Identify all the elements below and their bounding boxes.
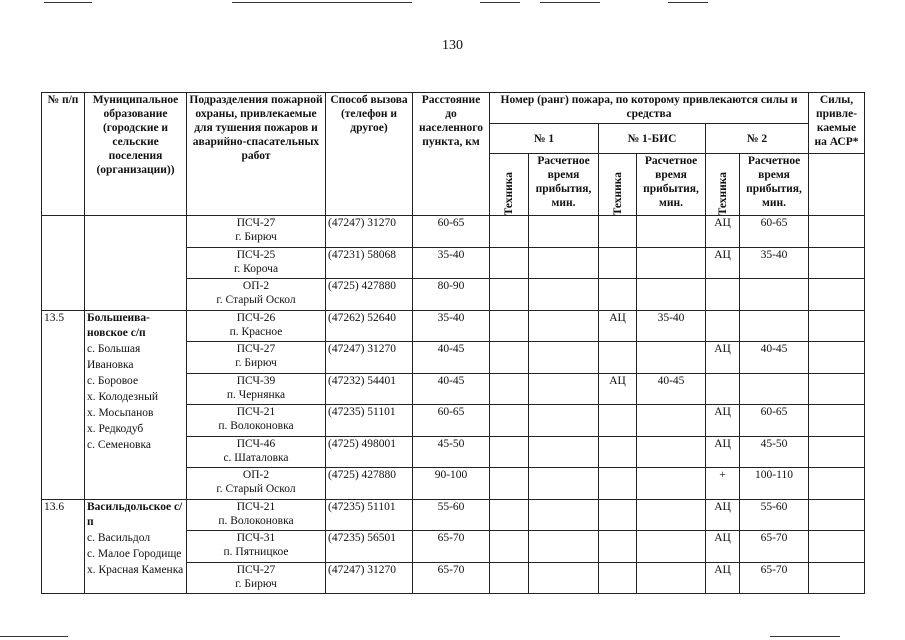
phone-number: (4725) 427880 bbox=[326, 468, 413, 500]
rank1bis-equipment bbox=[599, 279, 637, 311]
header-municipality: Муниципальное образование (городские и сельские поселения (организации)) bbox=[85, 93, 187, 216]
scan-edge-line bbox=[668, 2, 708, 3]
asr-forces bbox=[809, 279, 865, 311]
rank2-equipment bbox=[706, 373, 740, 405]
rank1bis-arrival-time bbox=[637, 468, 706, 500]
settlement-name: с. Боровое bbox=[87, 375, 139, 388]
header-rank-2: № 2 bbox=[706, 124, 809, 154]
fire-unit-location: п. Красное bbox=[229, 325, 283, 338]
header-fire-unit: Подразделения пожарной охраны, привлекаемые для тушения пожаров и аварийно-спасательных работ bbox=[187, 93, 326, 216]
phone-number: (47232) 54401 bbox=[326, 373, 413, 405]
asr-forces bbox=[809, 468, 865, 500]
rank1-equipment bbox=[490, 405, 529, 437]
fire-unit-code: ПСЧ-27 bbox=[236, 217, 276, 229]
rank2-arrival-time bbox=[740, 279, 809, 311]
rank2-arrival-time bbox=[740, 373, 809, 405]
fire-unit-location: п. Волоконовка bbox=[218, 514, 294, 527]
rank2-arrival-time: 45-50 bbox=[740, 436, 809, 468]
table-row bbox=[42, 216, 865, 248]
rank1-arrival-time bbox=[529, 436, 599, 468]
rank1bis-arrival-time bbox=[637, 279, 706, 311]
fire-unit-code: ПСЧ-27 bbox=[236, 343, 276, 355]
rank1bis-arrival-time bbox=[637, 342, 706, 374]
phone-number: (47262) 52640 bbox=[326, 310, 413, 342]
scan-edge-line bbox=[770, 636, 840, 637]
table-row bbox=[42, 499, 865, 531]
rank2-equipment: АЦ bbox=[706, 499, 740, 531]
rank2-arrival-time: 40-45 bbox=[740, 342, 809, 374]
row-number: 13.5 bbox=[42, 310, 85, 499]
phone-number: (47235) 56501 bbox=[326, 531, 413, 563]
scan-edge-line bbox=[0, 636, 68, 637]
asr-forces bbox=[809, 216, 865, 248]
rank1-arrival-time bbox=[529, 342, 599, 374]
rank2-equipment: АЦ bbox=[706, 216, 740, 248]
scan-edge-line bbox=[44, 2, 92, 3]
phone-number: (47247) 31270 bbox=[326, 562, 413, 594]
distance-km: 60-65 bbox=[413, 216, 490, 248]
rank1-arrival-time bbox=[529, 468, 599, 500]
fire-unit-code: ПСЧ-31 bbox=[236, 532, 276, 544]
rank2-equipment: АЦ bbox=[706, 562, 740, 594]
distance-km: 65-70 bbox=[413, 531, 490, 563]
header-rank-1: № 1 bbox=[490, 124, 599, 154]
header-tech-1bis: Техника bbox=[599, 154, 637, 216]
rank1bis-arrival-time bbox=[637, 436, 706, 468]
distance-km: 80-90 bbox=[413, 279, 490, 311]
asr-forces bbox=[809, 310, 865, 342]
rank1-equipment bbox=[490, 279, 529, 311]
rank2-equipment bbox=[706, 279, 740, 311]
rank1bis-arrival-time bbox=[637, 247, 706, 279]
fire-forces-table bbox=[41, 92, 865, 594]
header-num: № п/п bbox=[42, 93, 85, 216]
fire-unit-cell bbox=[187, 373, 326, 405]
fire-unit-location: г. Короча bbox=[233, 262, 279, 275]
rank1-equipment bbox=[490, 468, 529, 500]
fire-unit-location: п. Чернянка bbox=[226, 388, 286, 401]
rank1bis-equipment: АЦ bbox=[599, 373, 637, 405]
table-row bbox=[42, 310, 865, 342]
rank1-equipment bbox=[490, 531, 529, 563]
rank2-equipment: АЦ bbox=[706, 436, 740, 468]
municipality-name: Васильдольское с/п bbox=[87, 500, 183, 529]
phone-number: (47235) 51101 bbox=[326, 405, 413, 437]
asr-forces bbox=[809, 342, 865, 374]
header-rank-1bis: № 1-БИС bbox=[599, 124, 706, 154]
rank1bis-arrival-time bbox=[637, 216, 706, 248]
rank1-equipment bbox=[490, 562, 529, 594]
distance-km: 35-40 bbox=[413, 247, 490, 279]
rank1-arrival-time bbox=[529, 562, 599, 594]
distance-km: 65-70 bbox=[413, 562, 490, 594]
rank1bis-arrival-time bbox=[637, 405, 706, 437]
scan-edge-line bbox=[232, 2, 412, 3]
rank2-arrival-time: 60-65 bbox=[740, 405, 809, 437]
fire-unit-code: ОП-2 bbox=[242, 280, 270, 292]
rank2-arrival-time: 100-110 bbox=[740, 468, 809, 500]
header-distance: Расстояние до населенного пункта, км bbox=[413, 93, 490, 216]
rank1bis-equipment bbox=[599, 531, 637, 563]
scan-edge-line bbox=[540, 2, 600, 3]
fire-unit-location: с. Шаталовка bbox=[223, 451, 289, 464]
row-number: 13.6 bbox=[42, 499, 85, 594]
fire-unit-location: п. Пятницкое bbox=[223, 546, 289, 558]
rank1bis-arrival-time: 35-40 bbox=[637, 310, 706, 342]
settlement-name: с. Малое Городище bbox=[87, 548, 182, 561]
rank1bis-equipment bbox=[599, 436, 637, 468]
settlement-name: с. Васильдол bbox=[87, 532, 151, 545]
rank1bis-equipment bbox=[599, 468, 637, 500]
rank1-arrival-time bbox=[529, 310, 599, 342]
scan-edge-line bbox=[480, 2, 520, 3]
rank1bis-equipment: АЦ bbox=[599, 310, 637, 342]
header-tech-1: Техника bbox=[490, 154, 529, 216]
rank2-arrival-time: 55-60 bbox=[740, 499, 809, 531]
phone-number: (47247) 31270 bbox=[326, 216, 413, 248]
rank1-arrival-time bbox=[529, 499, 599, 531]
asr-forces bbox=[809, 436, 865, 468]
rank1-arrival-time bbox=[529, 216, 599, 248]
fire-unit-cell bbox=[187, 436, 326, 468]
rank2-arrival-time: 35-40 bbox=[740, 247, 809, 279]
asr-forces bbox=[809, 531, 865, 563]
header-tech-2: Техника bbox=[706, 154, 740, 216]
fire-unit-cell bbox=[187, 562, 326, 594]
fire-unit-cell bbox=[187, 310, 326, 342]
distance-km: 35-40 bbox=[413, 310, 490, 342]
phone-number: (47247) 31270 bbox=[326, 342, 413, 374]
rank2-equipment bbox=[706, 310, 740, 342]
settlement-name: х. Мосьпанов bbox=[87, 406, 154, 419]
settlement-name: х. Красная Каменка bbox=[87, 564, 184, 577]
rank2-arrival-time: 65-70 bbox=[740, 531, 809, 563]
rank1bis-arrival-time bbox=[637, 562, 706, 594]
rank2-equipment: АЦ bbox=[706, 405, 740, 437]
distance-km: 40-45 bbox=[413, 373, 490, 405]
rank2-arrival-time bbox=[740, 310, 809, 342]
asr-forces bbox=[809, 247, 865, 279]
fire-unit-location: г. Бирюч bbox=[235, 231, 277, 243]
fire-unit-cell bbox=[187, 342, 326, 374]
fire-unit-cell bbox=[187, 531, 326, 563]
rank1bis-equipment bbox=[599, 216, 637, 248]
distance-km: 60-65 bbox=[413, 405, 490, 437]
rank1bis-equipment bbox=[599, 405, 637, 437]
fire-unit-code: ОП-2 bbox=[242, 469, 270, 481]
fire-unit-code: ПСЧ-21 bbox=[236, 406, 276, 418]
rank2-arrival-time: 65-70 bbox=[740, 562, 809, 594]
fire-unit-location: г. Старый Оскол bbox=[216, 294, 296, 306]
rank1-arrival-time bbox=[529, 405, 599, 437]
phone-number: (4725) 427880 bbox=[326, 279, 413, 311]
fire-unit-cell bbox=[187, 247, 326, 279]
fire-unit-code: ПСЧ-39 bbox=[236, 374, 276, 387]
rank2-equipment: АЦ bbox=[706, 342, 740, 374]
header-time-2: Расчетное время прибытия, мин. bbox=[740, 154, 809, 216]
fire-unit-code: ПСЧ-25 bbox=[236, 248, 276, 261]
row-number bbox=[42, 216, 85, 311]
fire-unit-cell bbox=[187, 468, 326, 500]
rank1-equipment bbox=[490, 499, 529, 531]
header-fire-rank: Номер (ранг) пожара, по которому привлекаются силы и средства bbox=[490, 93, 809, 124]
table-body bbox=[42, 216, 865, 594]
header-asr-forces: Силы, привле-каемые на АСР* bbox=[809, 93, 865, 154]
fire-unit-location: г. Старый Оскол bbox=[216, 483, 296, 495]
page-number: 130 bbox=[442, 38, 463, 53]
municipality-cell bbox=[85, 310, 187, 499]
settlement-name: х. Колодезный bbox=[87, 391, 159, 404]
fire-unit-cell bbox=[187, 279, 326, 311]
fire-unit-cell bbox=[187, 405, 326, 437]
rank2-arrival-time: 60-65 bbox=[740, 216, 809, 248]
distance-km: 40-45 bbox=[413, 342, 490, 374]
settlement-name: х. Редкодуб bbox=[87, 422, 144, 435]
fire-unit-code: ПСЧ-46 bbox=[236, 437, 276, 450]
phone-number: (4725) 498001 bbox=[326, 436, 413, 468]
rank1bis-arrival-time bbox=[637, 531, 706, 563]
fire-unit-location: г. Бирюч bbox=[235, 577, 277, 590]
fire-unit-cell bbox=[187, 499, 326, 531]
distance-km: 55-60 bbox=[413, 499, 490, 531]
phone-number: (47235) 51101 bbox=[326, 499, 413, 531]
asr-forces bbox=[809, 499, 865, 531]
rank1bis-equipment bbox=[599, 342, 637, 374]
header-asr-empty bbox=[809, 154, 865, 216]
rank2-equipment: + bbox=[706, 468, 740, 500]
rank2-equipment: АЦ bbox=[706, 247, 740, 279]
asr-forces bbox=[809, 562, 865, 594]
settlement-name: с. Большая Ивановка bbox=[87, 343, 141, 372]
municipality-cell bbox=[85, 499, 187, 594]
header-time-1bis: Расчетное время прибытия, мин. bbox=[637, 154, 706, 216]
fire-unit-location: г. Бирюч bbox=[235, 357, 277, 369]
header-time-1: Расчетное время прибытия, мин. bbox=[529, 154, 599, 216]
settlement-name: с. Семеновка bbox=[87, 438, 152, 451]
rank1-equipment bbox=[490, 247, 529, 279]
municipality-cell bbox=[85, 216, 187, 311]
rank1-equipment bbox=[490, 436, 529, 468]
rank1-equipment bbox=[490, 216, 529, 248]
fire-unit-location: п. Волоконовка bbox=[218, 420, 294, 432]
rank1bis-equipment bbox=[599, 562, 637, 594]
rank1bis-arrival-time: 40-45 bbox=[637, 373, 706, 405]
rank1-arrival-time bbox=[529, 373, 599, 405]
rank1-arrival-time bbox=[529, 279, 599, 311]
distance-km: 45-50 bbox=[413, 436, 490, 468]
municipality-name: Большеива-новское с/п bbox=[87, 311, 150, 340]
fire-unit-code: ПСЧ-27 bbox=[236, 563, 276, 576]
fire-unit-code: ПСЧ-26 bbox=[236, 311, 276, 324]
header-call-method: Способ вызова (телефон и другое) bbox=[326, 93, 413, 216]
fire-unit-code: ПСЧ-21 bbox=[236, 500, 276, 513]
table-header bbox=[42, 93, 865, 216]
rank1bis-arrival-time bbox=[637, 499, 706, 531]
rank1bis-equipment bbox=[599, 499, 637, 531]
fire-unit-cell bbox=[187, 216, 326, 248]
rank1-equipment bbox=[490, 342, 529, 374]
distance-km: 90-100 bbox=[413, 468, 490, 500]
rank2-equipment: АЦ bbox=[706, 531, 740, 563]
rank1-equipment bbox=[490, 310, 529, 342]
asr-forces bbox=[809, 373, 865, 405]
rank1-arrival-time bbox=[529, 247, 599, 279]
rank1-arrival-time bbox=[529, 531, 599, 563]
rank1bis-equipment bbox=[599, 247, 637, 279]
asr-forces bbox=[809, 405, 865, 437]
rank1-equipment bbox=[490, 373, 529, 405]
phone-number: (47231) 58068 bbox=[326, 247, 413, 279]
